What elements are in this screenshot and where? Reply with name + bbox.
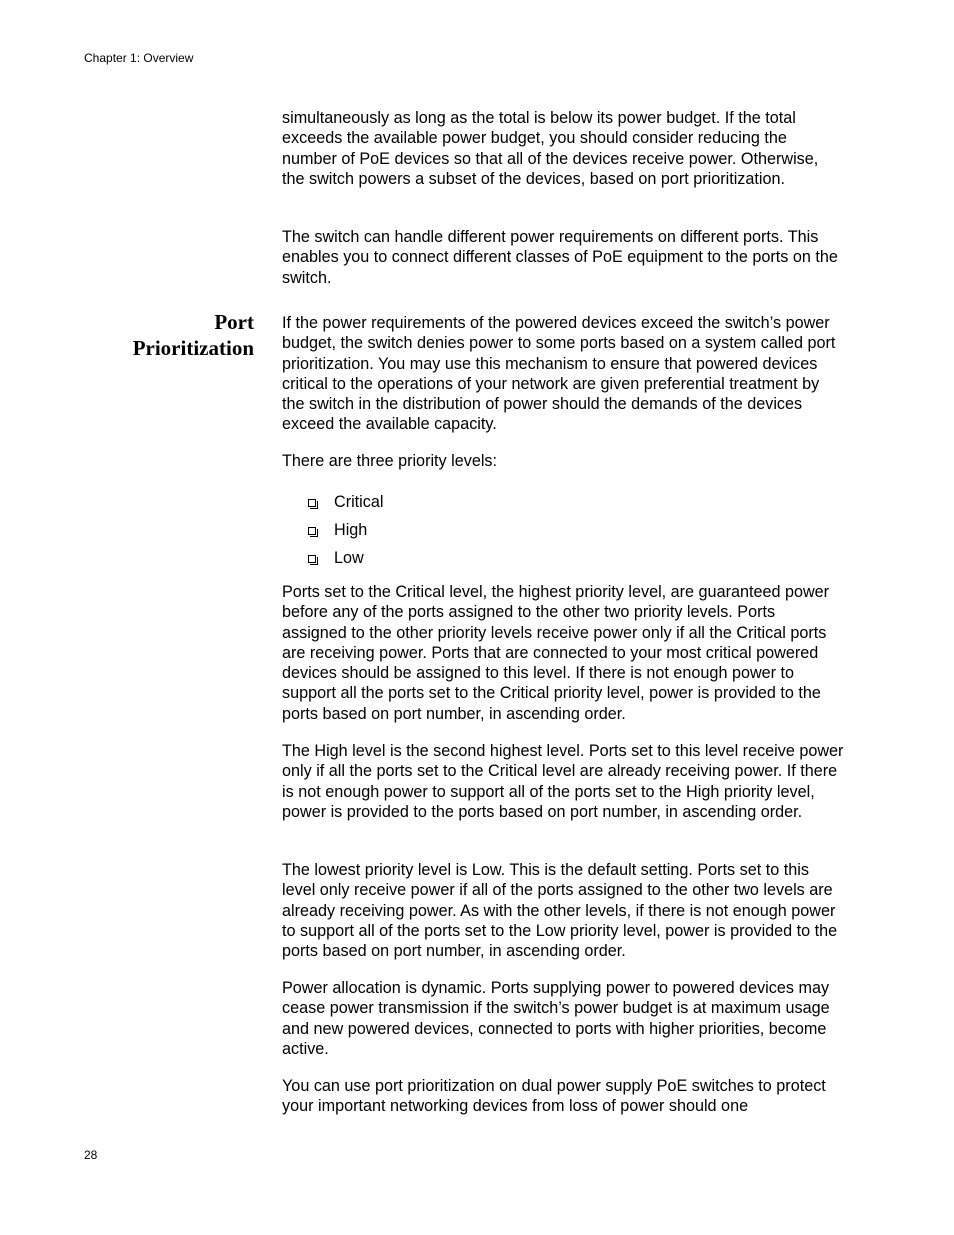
list-item-label: Critical [334, 492, 384, 511]
section-heading-line1: Port [214, 310, 254, 334]
body-paragraph: The lowest priority level is Low. This is the default setting. Ports set to this level only receive power if all of the ports assigned to the other two levels are already receiving power. As with the other levels, if there is not enough power to support all of the ports set to the Low priority level, power is provided to the ports based on port number, in ascending order. [282, 861, 838, 961]
checkbox-bullet-icon [308, 499, 316, 507]
list-item [308, 516, 383, 544]
body-paragraph: Power allocation is dynamic. Ports supplying power to powered devices may cease power transmission if the switch’s power budget is at maximum usage and new powered devices, connected to ports with higher priorities, become active. [282, 979, 830, 1058]
list-item [308, 544, 383, 572]
checkbox-bullet-icon [308, 527, 316, 535]
list-item-label: Low [334, 548, 364, 567]
body-paragraph: The switch can handle different power requirements on different ports. This enables you to connect different classes of PoE equipment to the ports on the switch. [282, 228, 838, 287]
list-item [308, 488, 383, 516]
page-number: 28 [84, 1148, 98, 1162]
body-paragraph: Ports set to the Critical level, the highest priority level, are guaranteed power before any of the ports assigned to the other two priority levels. Ports assigned to the other priority levels receive power only if all the Critical ports are receiving power. Ports that are connected to your most critical powered devices should be assigned to this level. If there is not enough power to support all the ports set to the Critical priority level, power is provided to the ports based on port number, in ascending order. [282, 583, 830, 723]
body-paragraph: The High level is the second highest level. Ports set to this level receive power only if all the ports set to the Critical level are already receiving power. If there is not enough power to support all of the ports set to the High priority level, power is provided to the ports based on port number, in ascending order. [282, 742, 844, 821]
section-heading [100, 309, 254, 361]
priority-level-list [308, 488, 383, 572]
body-paragraph: simultaneously as long as the total is below its power budget. If the total exceeds the available power budget, you should consider reducing the number of PoE devices so that all of the devices receive power. Otherwise, the switch powers a subset of the devices, based on port prioritization. [282, 109, 819, 188]
body-paragraph: You can use port prioritization on dual power supply PoE switches to protect your important networking devices from loss of power should one [282, 1077, 826, 1116]
checkbox-bullet-icon [308, 555, 316, 563]
body-paragraph: If the power requirements of the powered devices exceed the switch’s power budget, the switch denies power to some ports based on a system called port prioritization. You may use this mechanism to ensure that powered devices critical to the operations of your network are given preferential treatment by the switch in the distribution of power should the demands of the devices exceed the available capacity. [282, 314, 836, 434]
section-heading-line2: Prioritization [132, 336, 254, 360]
list-item-label: High [334, 520, 368, 539]
running-header: Chapter 1: Overview [84, 51, 194, 65]
body-paragraph: There are three priority levels: [282, 452, 498, 470]
